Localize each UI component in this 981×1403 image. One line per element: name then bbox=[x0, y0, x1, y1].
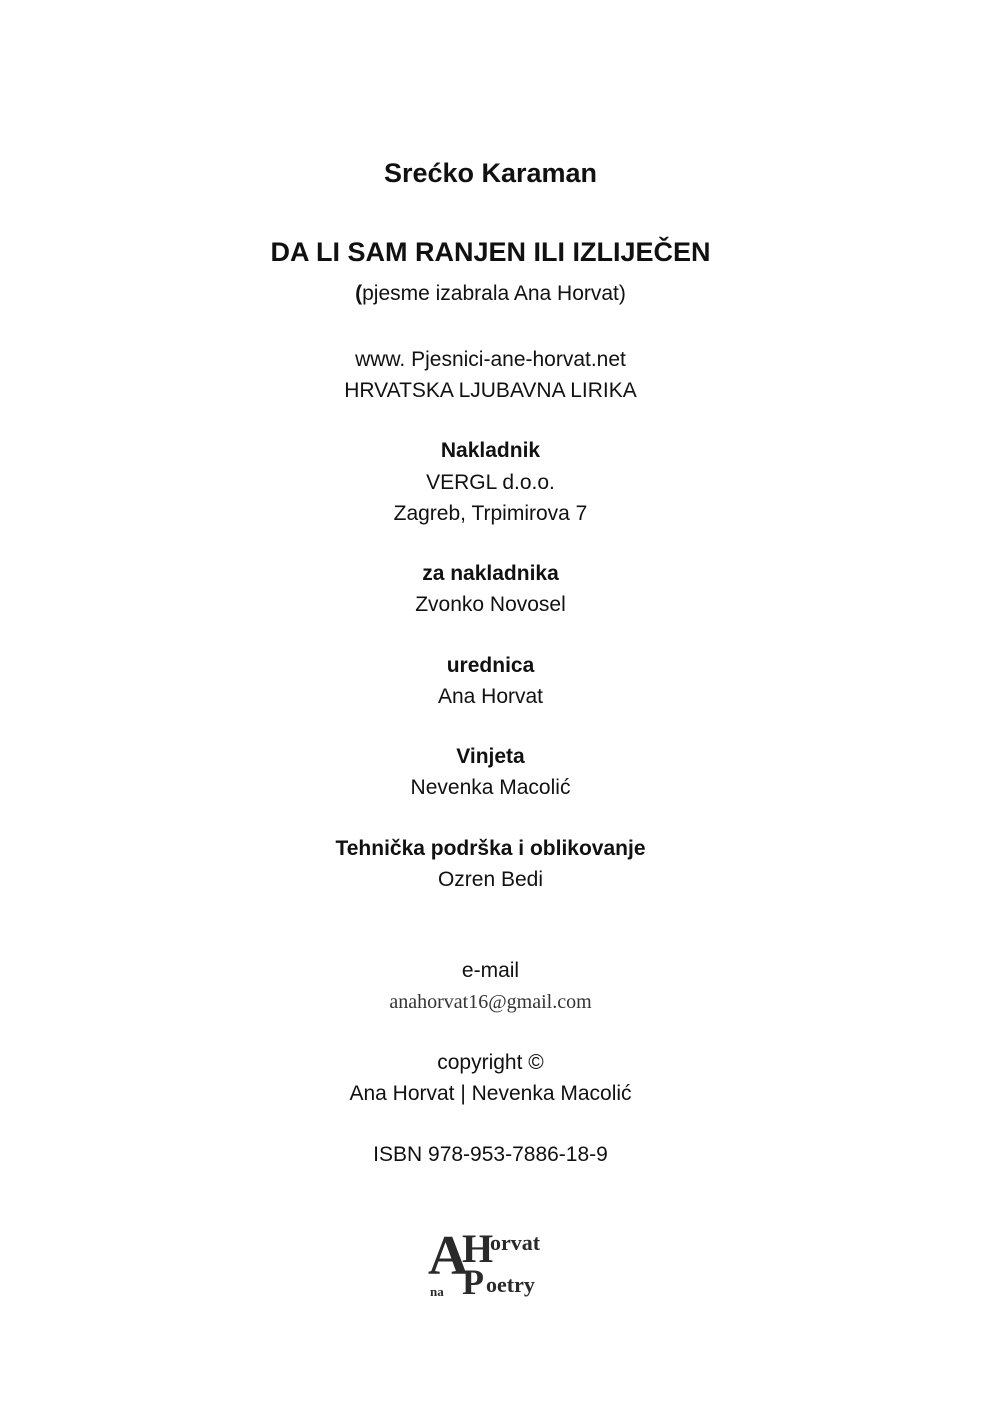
logo-word-oetry: oetry bbox=[486, 1272, 535, 1297]
publisher-name: VERGL d.o.o. bbox=[426, 471, 555, 494]
book-title: DA LI SAM RANJEN ILI IZLIJEČEN bbox=[270, 237, 711, 267]
logo-letter-h: H bbox=[462, 1226, 494, 1271]
logo-word-orvat: orvat bbox=[490, 1230, 541, 1255]
email-address: anahorvat16@gmail.com bbox=[389, 991, 592, 1013]
technical-support-name: Ozren Bedi bbox=[437, 868, 544, 891]
publisher-label: Nakladnik bbox=[440, 439, 541, 462]
copyright-label: copyright © bbox=[437, 1051, 544, 1074]
editor-label: urednica bbox=[446, 654, 535, 677]
logo-letter-a: A bbox=[428, 1225, 469, 1287]
for-publisher-name: Zvonko Novosel bbox=[415, 593, 566, 616]
book-subtitle bbox=[0, 283, 981, 304]
publisher-address: Zagreb, Trpimirova 7 bbox=[393, 502, 588, 525]
copyright-holders: Ana Horvat | Nevenka Macolić bbox=[349, 1082, 632, 1105]
technical-support-label: Tehnička podrška i oblikovanje bbox=[335, 837, 646, 860]
email-label: e-mail bbox=[461, 959, 520, 982]
editor-name: Ana Horvat bbox=[437, 685, 544, 708]
ana-horvat-poetry-logo bbox=[428, 1222, 558, 1304]
logo-letter-p: P bbox=[462, 1262, 484, 1302]
vignette-label: Vinjeta bbox=[456, 745, 525, 768]
subtitle-open-paren: ( bbox=[355, 282, 363, 305]
vignette-name: Nevenka Macolić bbox=[410, 776, 571, 799]
author-name: Srećko Karaman bbox=[383, 158, 598, 188]
for-publisher-label: za nakladnika bbox=[422, 562, 559, 585]
series-name: HRVATSKA LJUBAVNA LIRIKA bbox=[344, 379, 637, 402]
logo-word-na: na bbox=[430, 1284, 444, 1299]
subtitle-text: pjesme izabrala Ana Horvat) bbox=[362, 282, 626, 305]
isbn: ISBN 978-953-7886-18-9 bbox=[373, 1143, 608, 1166]
website-url: www. Pjesnici-ane-horvat.net bbox=[355, 348, 626, 371]
